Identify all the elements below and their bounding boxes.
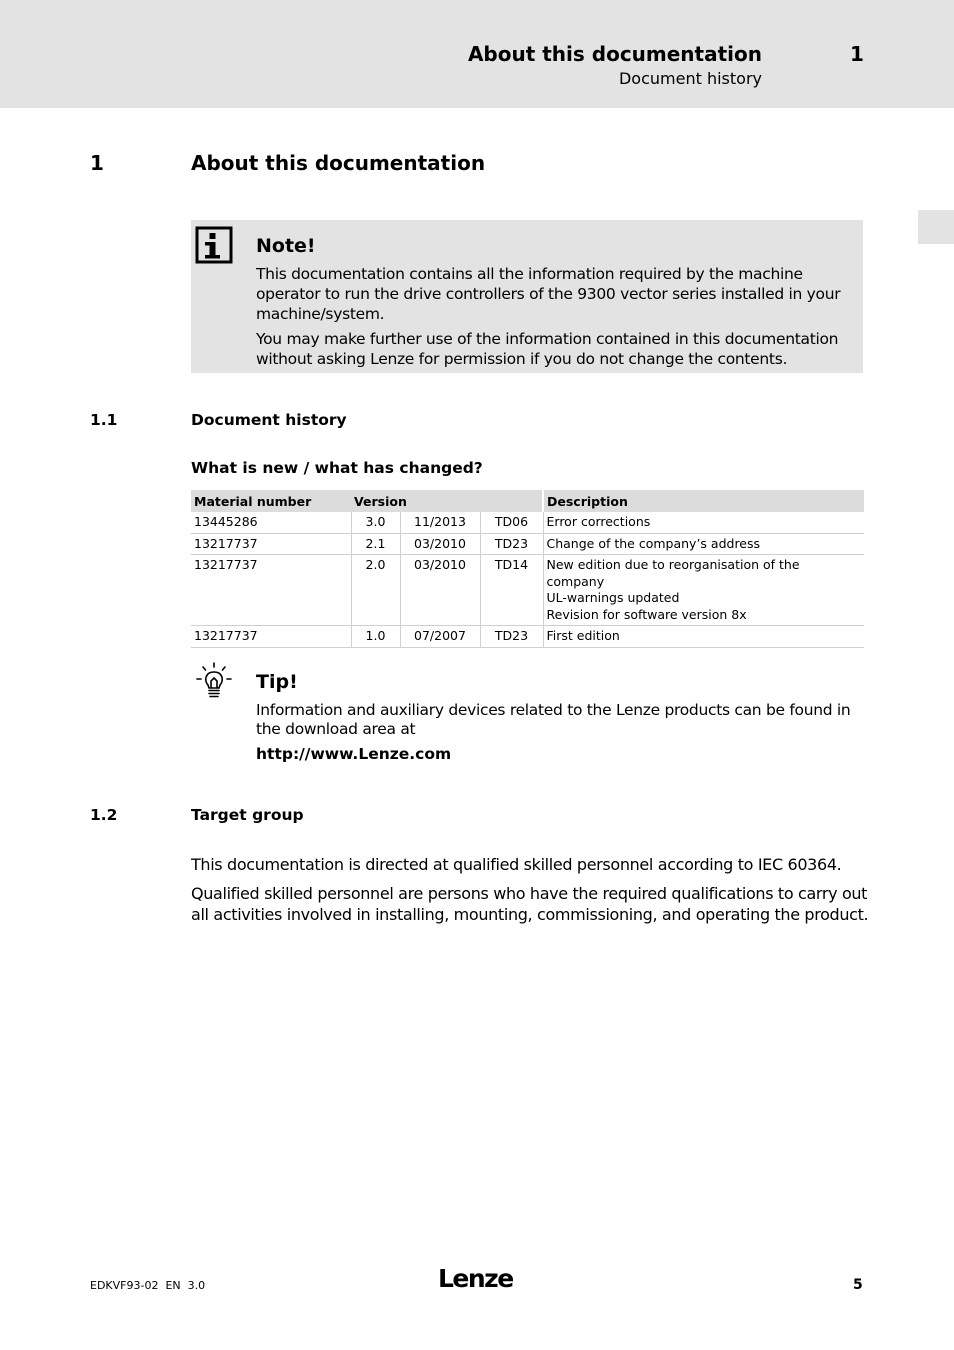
td-cell: TD23 <box>480 626 543 648</box>
column-header-version: Version <box>351 490 543 512</box>
note-paragraph: You may make further use of the information contained in this documentation without asking Lenze for permission if you do not change the contents. <box>256 330 839 368</box>
td-cell: TD23 <box>480 533 543 555</box>
tip-text: Information and auxiliary devices related to the Lenze products can be found in the download area at <box>256 701 851 738</box>
date-cell: 03/2010 <box>400 555 480 626</box>
header-chapter-number: 1 <box>850 42 864 66</box>
version-cell: 2.1 <box>351 533 400 555</box>
description-cell <box>543 626 864 648</box>
column-header-material: Material number <box>191 490 351 512</box>
chapter-tab-marker <box>918 210 954 244</box>
section-number: 1.2 <box>90 806 118 824</box>
material-number-cell: 13445286 <box>191 512 351 533</box>
note-paragraph: This documentation contains all the information required by the machine operator to run the drive controllers of the 9300 vector series installed in your machine/system. <box>256 265 841 323</box>
version-cell: 2.0 <box>351 555 400 626</box>
material-number-cell: 13217737 <box>191 626 351 648</box>
header-title: About this documentation <box>467 42 762 66</box>
table-header-row <box>191 490 864 512</box>
lightbulb-icon <box>195 661 235 701</box>
td-cell: TD06 <box>480 512 543 533</box>
description-cell <box>543 555 864 626</box>
page-header <box>0 0 954 108</box>
chapter-number: 1 <box>90 151 104 175</box>
chapter-title: About this documentation <box>191 151 486 175</box>
description-cell <box>543 533 864 555</box>
description-line: Error corrections <box>546 514 651 529</box>
section-title: Target group <box>191 806 304 824</box>
lenze-logo: Lenze <box>438 1264 513 1293</box>
date-cell: 07/2007 <box>400 626 480 648</box>
table-row <box>191 512 864 533</box>
target-group-paragraph: Qualified skilled personnel are persons who have the required qualifications to carry out all activities involved in installing, mounting, commissioning, and operating the product. <box>191 884 869 924</box>
section-number: 1.1 <box>90 411 118 429</box>
version-cell: 3.0 <box>351 512 400 533</box>
description-line: Change of the company’s address <box>546 535 761 551</box>
header-subtitle: Document history <box>618 69 762 88</box>
tip-title: Tip! <box>256 671 298 693</box>
page-number: 5 <box>853 1277 863 1293</box>
note-title: Note! <box>256 235 316 257</box>
info-icon <box>195 226 233 264</box>
document-history-table <box>191 490 864 648</box>
description-line: First edition <box>546 628 620 643</box>
table-row <box>191 555 864 626</box>
footer-document-id: EDKVF93-02 EN 3.0 <box>90 1279 206 1292</box>
history-heading: What is new / what has changed? <box>191 459 483 477</box>
td-cell: TD14 <box>480 555 543 626</box>
section-title: Document history <box>191 411 347 429</box>
version-cell: 1.0 <box>351 626 400 648</box>
description-cell <box>543 512 864 533</box>
table-row <box>191 626 864 648</box>
material-number-cell: 13217737 <box>191 555 351 626</box>
lenze-website-link[interactable]: http://www.Lenze.com <box>256 745 452 763</box>
material-number-cell: 13217737 <box>191 533 351 555</box>
description-line: Revision for software version 8x <box>546 606 747 622</box>
target-group-paragraph: This documentation is directed at qualified skilled personnel according to IEC 60364. <box>191 855 842 874</box>
description-line: New edition due to reorganisation of the company <box>546 557 800 589</box>
description-line: UL-warnings updated <box>546 590 680 605</box>
column-header-description: Description <box>543 490 864 512</box>
date-cell: 03/2010 <box>400 533 480 555</box>
date-cell: 11/2013 <box>400 512 480 533</box>
table-row <box>191 533 864 555</box>
